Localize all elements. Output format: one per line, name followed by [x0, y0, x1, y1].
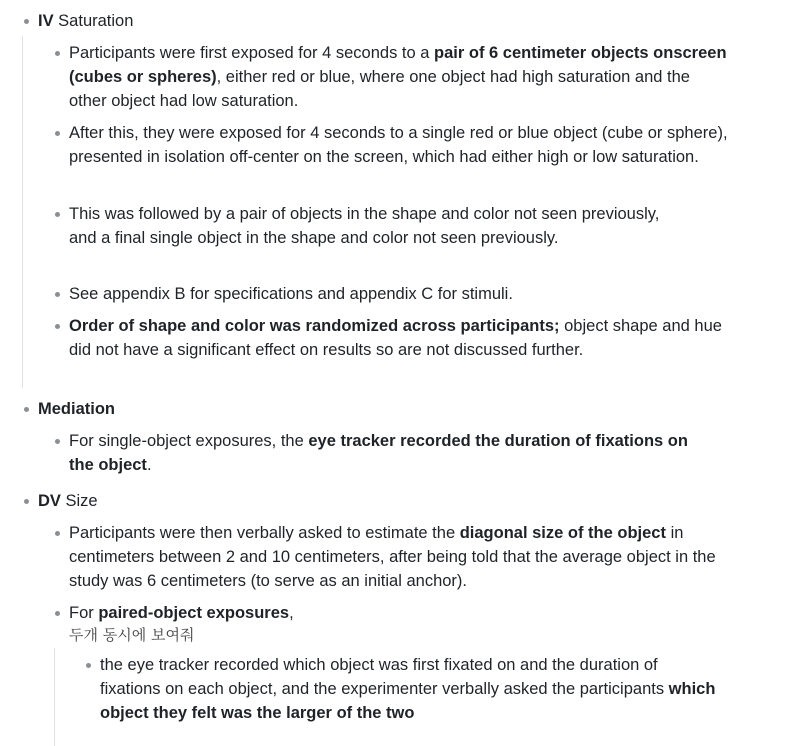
dv-label-rest: Size	[60, 492, 98, 510]
bullet-icon	[55, 131, 60, 136]
iv-label-rest: Saturation	[53, 12, 134, 30]
iv-guide-line	[22, 36, 23, 388]
bullet-icon	[55, 51, 60, 56]
bullet-icon	[55, 292, 60, 297]
bullet-icon	[24, 499, 29, 504]
bullet-icon	[55, 439, 60, 444]
bullet-icon	[55, 611, 60, 616]
bullet-icon	[55, 212, 60, 217]
bullet-icon	[55, 531, 60, 536]
bullet-icon	[55, 324, 60, 329]
mediation-label: Mediation	[38, 400, 115, 418]
dv-label: DV	[38, 492, 61, 510]
bullet-icon	[86, 663, 91, 668]
iv-label: IV	[38, 12, 54, 30]
korean-note: 두개 동시에 보여줘	[69, 626, 195, 644]
bullet-icon	[24, 407, 29, 412]
bullet-icon	[24, 19, 29, 24]
dv-sub-guide-line	[54, 648, 55, 746]
notes-document: IV Saturation Participants were first exposed for 4 seconds to a pair of 6 centimeter objects onscreen (cubes or spheres), either red or blue, where one object had high saturation and the other object had low saturation. After this, they were exposed for 4 seconds to a single red or blue object (cube or sphere), presented in isolation off-center on the screen, which had either high or low saturation. This was followed by a pair of objects in the shape and color not seen previously, and a final single object in the shape and color not seen previously. See appendix B for specifications and appendix C for stimuli. Order of shape and color was randomized across participants; object shape and hue did not have a significant effect on results so are not discussed further. Mediation For single-object exposures, the eye tracker recorded the duration of fixations on the object. DV Size Participants were then verbally asked to estimate the diagonal size of the object in centimeters between 2 and 10 centimeters, after being told that the average object in the study was 6 centimeters (to serve as an initial anchor). For paired-object exposures, 두개 동시에 보여줘 the eye tracker recorded which object was first fixated on and the duration of fixations on each object, and the experimenter verbally asked the participants which object they felt was the larger of the two	[0, 0, 792, 746]
